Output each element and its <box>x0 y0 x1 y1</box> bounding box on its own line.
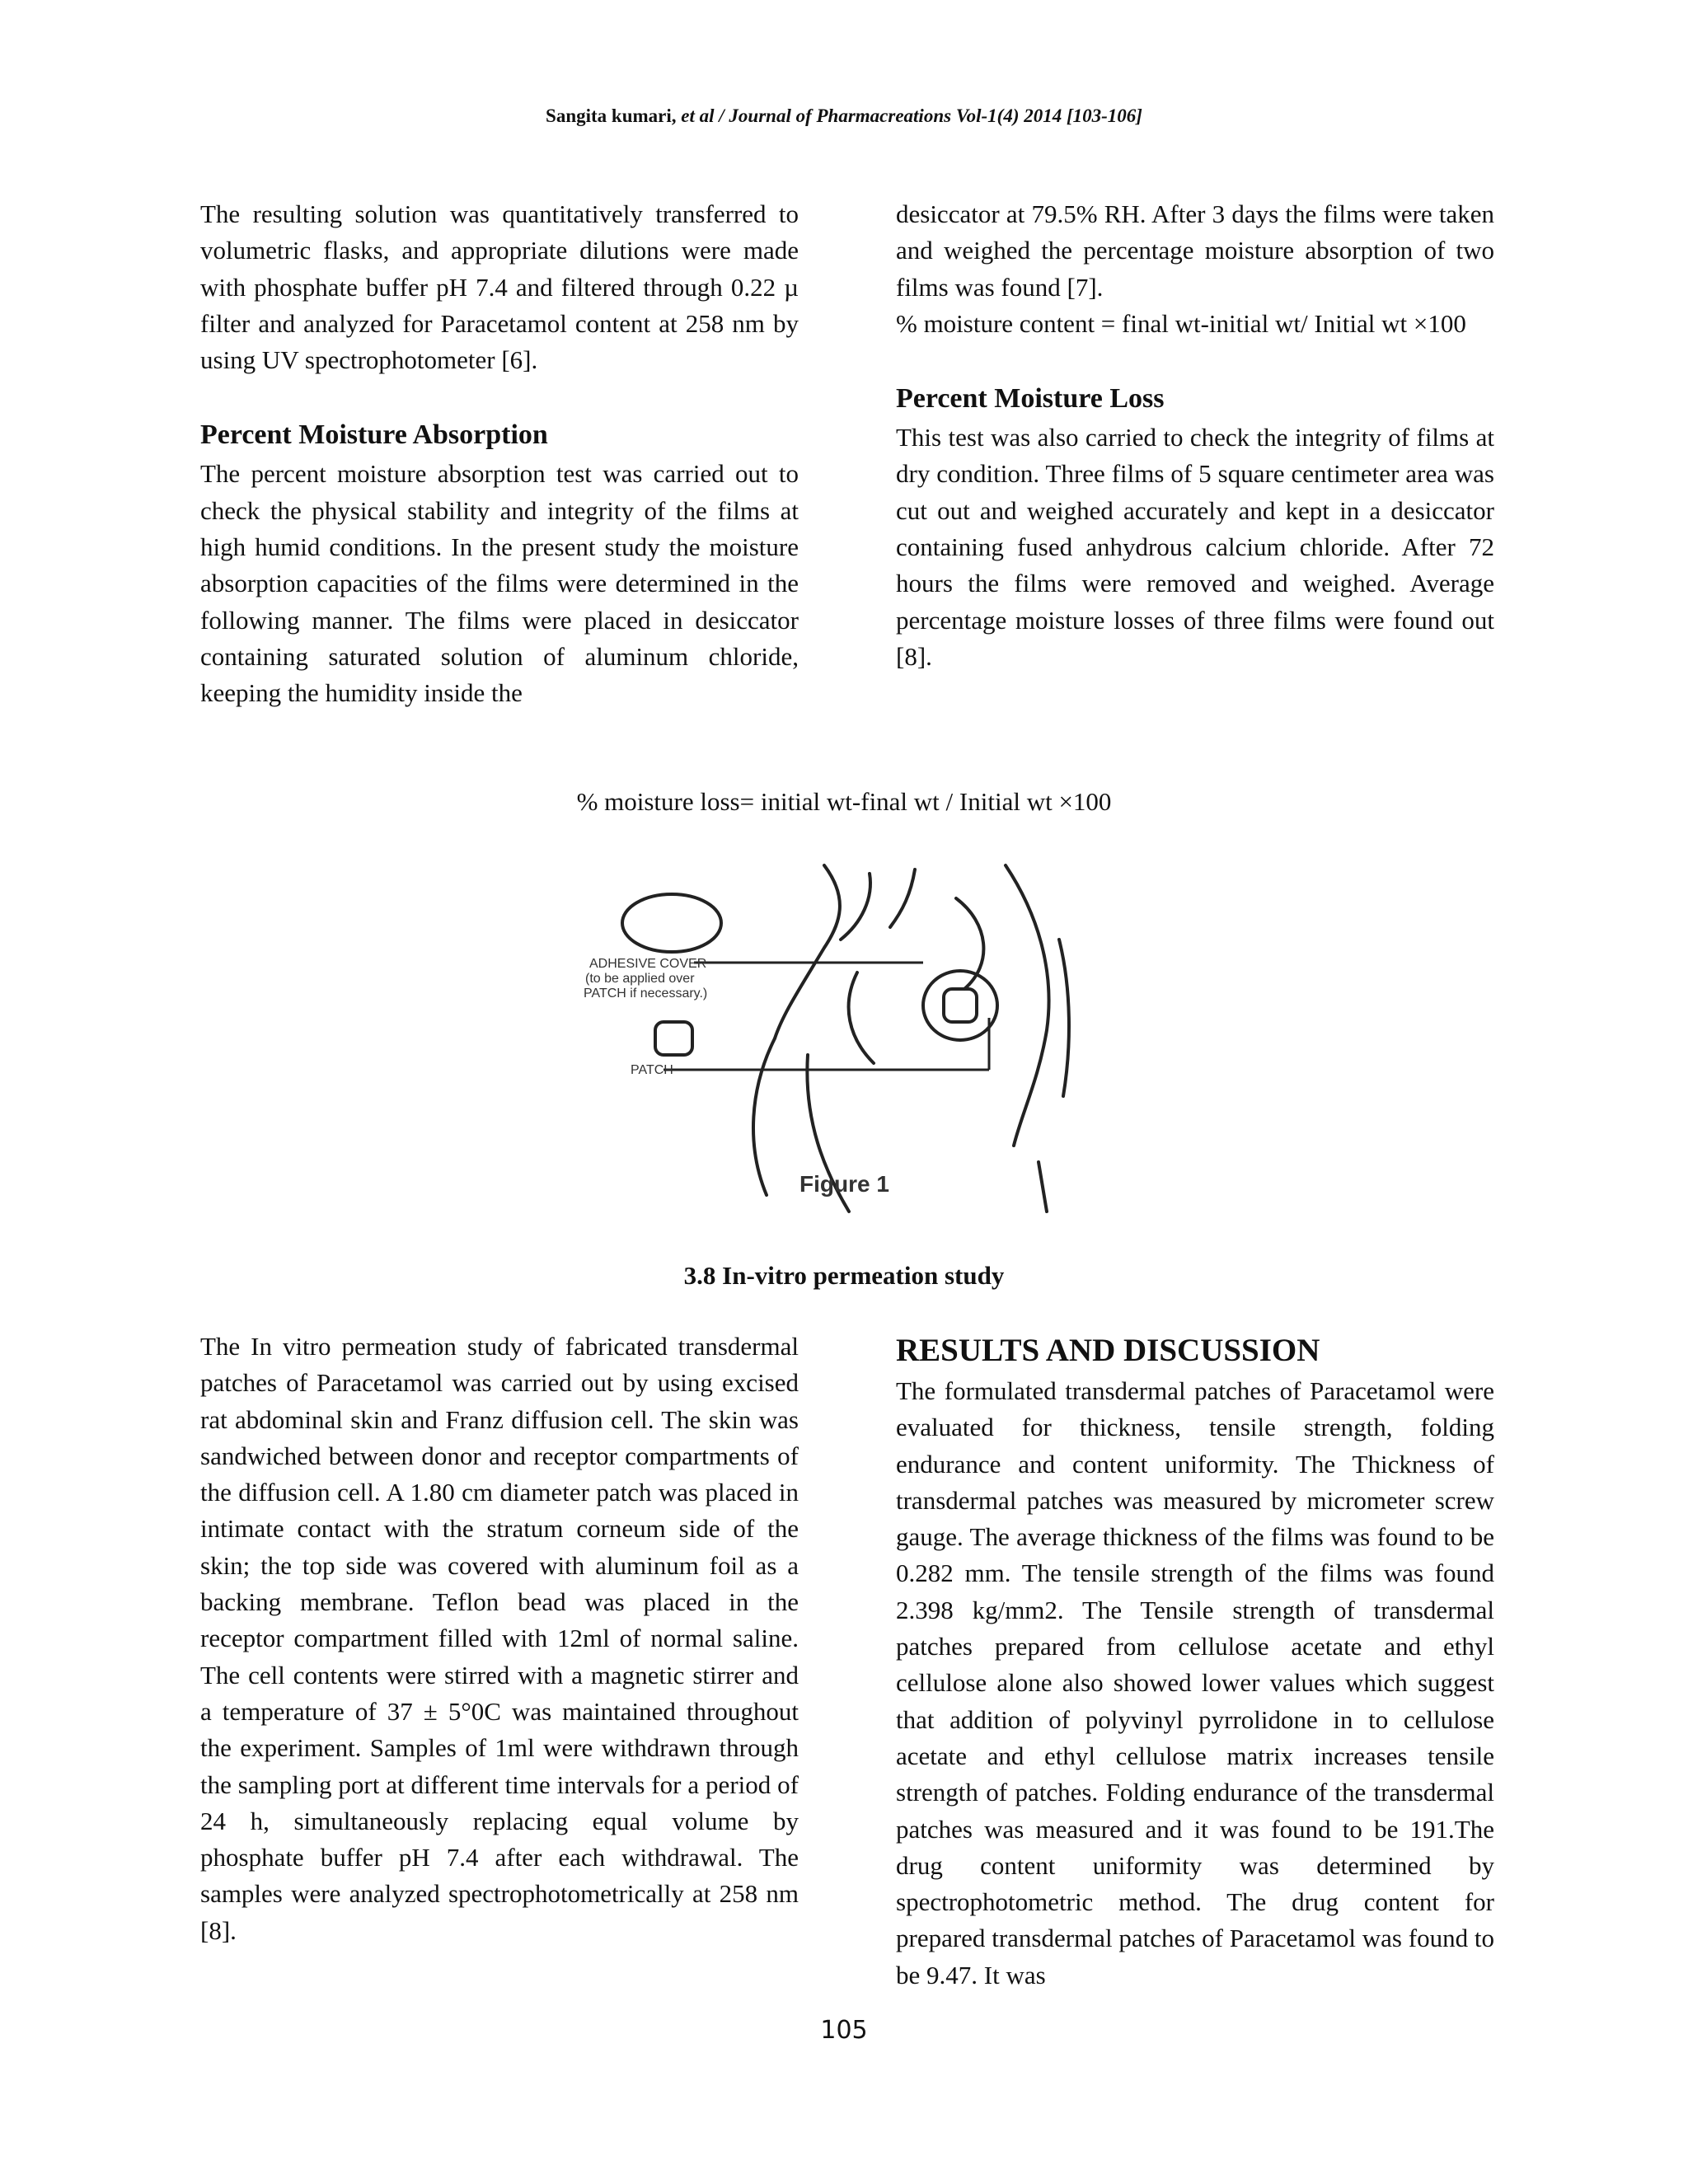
arm-line-icon <box>753 1038 775 1195</box>
paragraph-moisture-absorption: The percent moisture absorption test was carried out to check the physical stability and integrity of the films at high humid conditions. In the present study the moisture absorption capacities of the films were determined in the following manner. The films were placed in desiccator containing saturated solution of aluminum chloride, keeping the humidity inside the <box>200 459 799 708</box>
paragraph-permeation: The In vitro permeation study of fabricated transdermal patches of Paracetamol was carried out by using excised rat abdominal skin and Franz diffusion cell. The skin was sandwiched between donor and receptor compartments of the diffusion cell. A 1.80 cm diameter patch was placed in intimate contact with the stratum corneum side of the skin; the top side was covered with aluminum foil as a backing membrane. Teflon bead was placed in the receptor compartment filled with 12ml of normal saline. The cell contents were stirred with a magnetic stirrer and a temperature of 37 ± 5°0C was maintained throughout the experiment. Samples of 1ml were withdrawn through the sampling port at different time intervals for a period of 24 h, simultaneously replacing equal volume by phosphate buffer pH 7.4 after each withdrawal. The samples were analyzed spectrophotometrically at 258 nm [8]. <box>200 1332 799 1945</box>
heading-moisture-absorption: Percent Moisture Absorption <box>200 419 548 451</box>
heading-results-discussion: RESULTS AND DISCUSSION <box>896 1333 1320 1368</box>
adhesive-cover-icon <box>622 894 721 952</box>
neck-line-icon <box>775 865 840 1038</box>
paragraph-moisture-loss: This test was also carried to check the integrity of films at dry condition. Three films of 5 square centimeter area was cut out and weighed accurately and kept in a desiccator containing fused anhydrous calcium chloride. After 72 hours the films were removed and weighed. Average percentage moisture losses of three films were found out [8]. <box>896 423 1494 671</box>
hair-line-icon <box>841 874 870 940</box>
page-number: 105 <box>820 2016 868 2045</box>
left-column-top <box>200 196 799 712</box>
patch-icon <box>655 1022 692 1055</box>
paragraph-results: The formulated transdermal patches of Paracetamol were evaluated for thickness, tensile strength, folding endurance and content uniformity. The Thickness of transdermal patches was measured by micrometer screw gauge. The average thickness of the films was found to be 0.282 mm. The tensile strength of the films was found 2.398 kg/mm2. The Tensile strength of transdermal patches prepared from cellulose acetate and ethyl cellulose alone also showed lower values which suggest that addition of polyvinyl pyrrolidone in to cellulose acetate and ethyl cellulose matrix increases tensile strength of patches. Folding endurance of the transdermal patches was measured and it was found to be 191.The drug content uniformity was determined by spectrophotometric method. The drug content for prepared transdermal patches of Paracetamol was found to be 9.47. It was <box>896 1376 1494 1990</box>
figure-caption: Figure 1 <box>799 1171 889 1197</box>
paragraph-desiccator: desiccator at 79.5% RH. After 3 days the films were taken and weighed the percentage moisture absorption of two films was found [7]. <box>896 199 1494 302</box>
figure-1-illustration <box>577 849 1104 1236</box>
label-adhesive-note-2: PATCH if necessary.) <box>584 987 708 1001</box>
left-column-bottom <box>200 1329 799 1949</box>
formula-moisture-content: % moisture content = final wt-initial wt/ Initial wt ×100 <box>896 308 1466 338</box>
header-journal: et al / Journal of Pharmacreations Vol-1(4) 2014 [103-106] <box>676 105 1142 126</box>
applied-patch-icon <box>944 989 977 1022</box>
paragraph-solution-transfer: The resulting solution was quantitatively transferred to volumetric flasks, and appropriate dilutions were made with phosphate buffer pH 7.4 and filtered through 0.22 µ filter and analyzed for Paracetamol content at 258 nm by using UV spectrophotometer [6]. <box>200 199 799 375</box>
heading-moisture-loss: Percent Moisture Loss <box>896 383 1165 415</box>
label-adhesive-cover: ADHESIVE COVER <box>589 957 707 971</box>
right-column-bottom <box>896 1329 1494 1994</box>
back-line-icon <box>1006 865 1049 1146</box>
subheading-permeation: 3.8 In-vitro permeation study <box>683 1261 1005 1290</box>
running-header <box>0 105 1688 127</box>
label-adhesive-note-1: (to be applied over <box>585 972 695 986</box>
header-authors: Sangita kumari, <box>546 105 677 126</box>
right-column-top <box>896 196 1494 675</box>
label-patch: PATCH <box>631 1063 673 1077</box>
applied-cover-icon <box>923 971 997 1040</box>
formula-moisture-loss: % moisture loss= initial wt-final wt / Initial wt ×100 <box>576 787 1112 816</box>
